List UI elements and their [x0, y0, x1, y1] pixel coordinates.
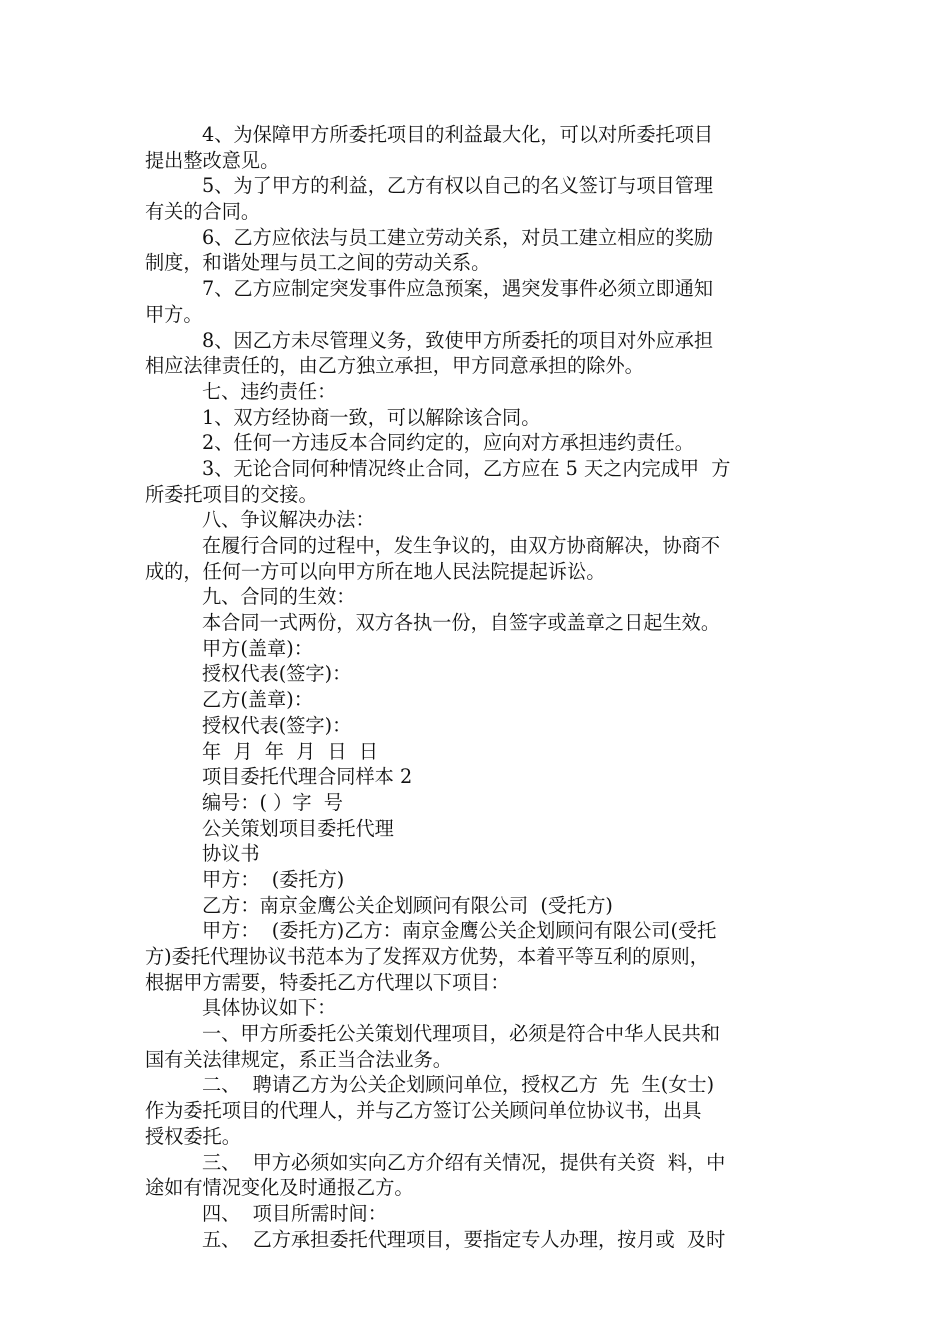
- text-line: 所委托项目的交接。: [145, 482, 318, 506]
- text-line: 二、 聘请乙方为公关企划顾问单位，授权乙方 先 生(女士): [202, 1073, 715, 1097]
- text-line: 甲方： (委托方)乙方：南京金鹰公关企划顾问有限公司(受托: [202, 919, 717, 943]
- text-line: 3、无论合同何种情况终止合同，乙方应在 5 天之内完成甲 方: [202, 456, 731, 480]
- text-line: 四、 项目所需时间：: [202, 1201, 387, 1225]
- text-line: 甲方： (委托方): [202, 867, 345, 891]
- text-line: 本合同一式两份，双方各执一份，自签字或盖章之日起生效。: [202, 611, 721, 635]
- text-line: 编号：( ）字 号: [202, 790, 343, 814]
- text-line: 协议书: [202, 842, 260, 866]
- text-line: 4、为保障甲方所委托项目的利益最大化，可以对所委托项目: [202, 123, 714, 146]
- text-line: 甲方(盖章)：: [202, 636, 313, 660]
- text-line: 2、任何一方违反本合同约定的，应向对方承担违约责任。: [202, 431, 694, 455]
- text-line: 乙方(盖章)：: [202, 688, 313, 712]
- text-line: 6、乙方应依法与员工建立劳动关系，对员工建立相应的奖励: [202, 225, 714, 249]
- text-line: 三、 甲方必须如实向乙方介绍有关情况，提供有关资 料，中: [202, 1150, 726, 1174]
- text-line: 在履行合同的过程中，发生争议的，由双方协商解决，协商不: [202, 534, 721, 557]
- text-line: 成的，任何一方可以向甲方所在地人民法院提起诉讼。: [145, 559, 606, 583]
- text-line: 一、甲方所委托公关策划代理项目，必须是符合中华人民共和: [202, 1022, 721, 1046]
- text-line: 国有关法律规定，系正当合法业务。: [145, 1047, 452, 1071]
- text-line: 1、双方经协商一致，可以解除该合同。: [202, 405, 541, 429]
- text-line: 授权代表(签字)：: [202, 713, 352, 737]
- text-line: 甲方。: [145, 302, 203, 326]
- text-line: 具体协议如下：: [202, 996, 337, 1020]
- text-line: 授权代表(签字)：: [202, 662, 352, 686]
- text-line: 制度，和谐处理与员工之间的劳动关系。: [145, 251, 491, 275]
- text-line: 提出整改意见。: [145, 148, 280, 172]
- text-line: 年 月 年 月 日 日: [202, 739, 379, 763]
- text-line: 乙方：南京金鹰公关企划顾问有限公司 (受托方): [202, 893, 613, 917]
- document-body: [145, 122, 810, 1252]
- text-line: 方)委托代理协议书范本为了发挥双方优势，本着平等互利的原则，: [145, 945, 709, 968]
- text-line: 八、争议解决办法：: [202, 508, 375, 532]
- text-line: 项目委托代理合同样本 2: [202, 765, 413, 789]
- text-line: 7、乙方应制定突发事件应急预案，遇突发事件必须立即通知: [202, 277, 714, 301]
- text-line: 授权委托。: [145, 1124, 241, 1148]
- text-line: 5、为了甲方的利益，乙方有权以自己的名义签订与项目管理: [202, 174, 714, 198]
- text-line: 公关策划项目委托代理: [202, 816, 394, 840]
- text-line: 作为委托项目的代理人，并与乙方签订公关顾问单位协议书，出具: [145, 1099, 702, 1123]
- text-line: 途如有情况变化及时通报乙方。: [145, 1176, 414, 1200]
- text-line: 七、违约责任：: [202, 379, 337, 403]
- text-line: 相应法律责任的，由乙方独立承担，甲方同意承担的除外。: [145, 354, 644, 378]
- text-line: 五、 乙方承担委托代理项目，要指定专人办理，按月或 及时: [202, 1227, 726, 1251]
- text-line: 8、因乙方未尽管理义务，致使甲方所委托的项目对外应承担: [202, 328, 714, 352]
- text-line: 有关的合同。: [145, 200, 261, 224]
- text-line: 根据甲方需要，特委托乙方代理以下项目：: [145, 970, 510, 994]
- text-line: 九、合同的生效：: [202, 585, 356, 609]
